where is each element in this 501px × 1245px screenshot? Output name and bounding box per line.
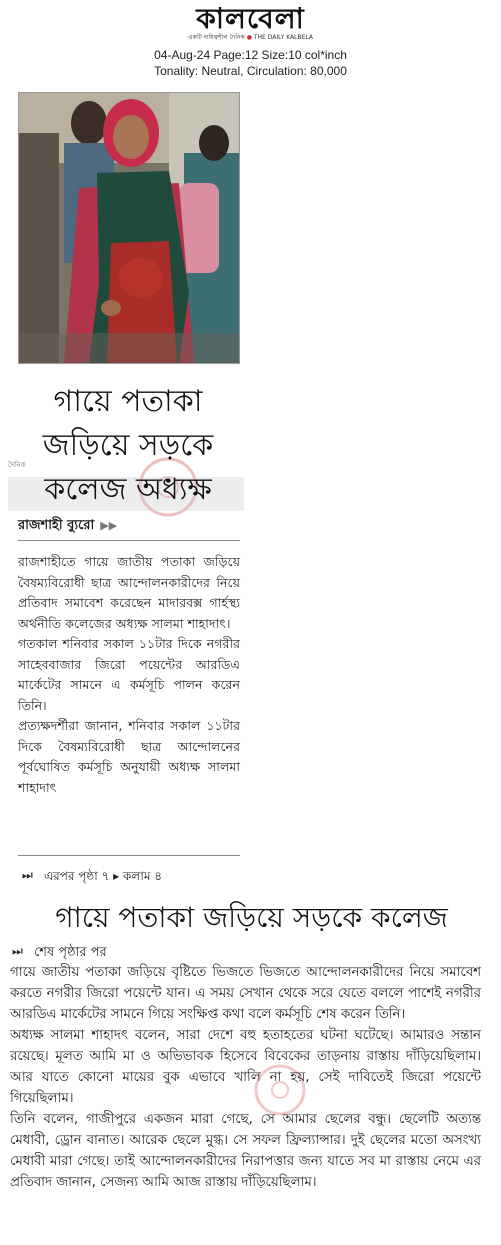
continued-on-label: ⏭ এরপর পৃষ্ঠা ৭ ▸ কলাম ৪ xyxy=(22,868,163,883)
continuation-headline: গায়ে পতাকা জড়িয়ে সড়কে কলেজ xyxy=(55,901,448,934)
article-paragraph: গতকাল শনিবার সকাল ১১টার দিকে নগরীর সাহেববাজার জিরো পয়েন্টের আরডিএ মার্কেটের সামনে এ কর্মসূচি পালন করেন তিনি। xyxy=(18,636,240,713)
column-end-rule xyxy=(18,855,240,856)
article-paragraph: রাজশাহীতে গায়ে জাতীয় পতাকা জড়িয়ে বৈষম্যবিরোধী ছাত্র আন্দোলনকারীদের নিয়ে প্রতিবাদ সমাবেশ করেছেন মাদারবক্স গার্হস্থ্য অর্থনীতি কলেজের অধ্যক্ষ সালমা শাহাদাৎ। xyxy=(18,554,240,631)
fast-forward-icon: ⏭ xyxy=(12,944,23,958)
watermark-small-label: দৈনিক xyxy=(8,461,26,469)
article-byline: রাজশাহী ব্যুরো ▶▶ xyxy=(18,518,118,533)
article-headline: গায়ে পতাকা জড়িয়ে সড়কে কলেজ অধ্যক্ষ xyxy=(42,384,214,507)
newspaper-logo: কালবেলা xyxy=(196,2,305,35)
clipping-meta-circulation: Tonality: Neutral, Circulation: 80,000 xyxy=(154,64,347,78)
continuation-paragraph: গায়ে জাতীয় পতাকা জড়িয়ে বৃষ্টিতে ভিজতে ভিজতে আন্দোলনকারীদের নিয়ে সমাবেশ করতে নগরীর জিরো পয়েন্টে যান। এ সময় সেখান থেকে সরে যেতে বললে পাশেই নগরীর আরডিএ মার্কেটের সামনে গিয়ে সংক্ষিপ্ত কথা বলে কর্মসূচি শেষ করেন তিনি। xyxy=(10,965,481,1022)
clipping-meta-size: 04-Aug-24 Page:12 Size:10 col*inch xyxy=(154,48,347,62)
masthead xyxy=(0,4,501,42)
article-paragraph: প্রত্যক্ষদর্শীরা জানান, শনিবার সকাল ১১টার দিকে বৈষম্যবিরোধী ছাত্র আন্দোলনের পূর্বঘোষিত কর্মসূচি অনুযায়ী অধ্যক্ষ সালমা শাহাদাৎ xyxy=(18,718,240,795)
fast-forward-icon: ⏭ xyxy=(22,868,33,882)
byline-rule xyxy=(18,540,240,541)
continuation-body xyxy=(10,962,481,1193)
newspaper-tagline: একটি দায়িত্বশীল দৈনিক ● THE DAILY KALBELA xyxy=(187,34,314,41)
continued-from-label: ⏭ শেষ পৃষ্ঠার পর xyxy=(12,944,107,960)
byline-arrow-icon: ▶▶ xyxy=(100,519,118,532)
article-body xyxy=(18,552,240,798)
article-photo xyxy=(18,92,240,364)
continuation-paragraph: তিনি বলেন, গাজীপুরে একজন মারা গেছে, সে আমার ছেলের বন্ধু। ছেলেটি অত্যন্ত মেধাবী, ড্রোন বানাত। আরেক ছেলে মুগ্ধ। সে সফল ফ্রিল্যান্সার। দুই ছেলের মতো অসংখ্য মেধাবী মারা গেছে। তাই আন্দোলনকারীদের নিরাপত্তার জন্য যাতে সব মা রাস্তায় নেমে এর প্রতিবাদ জানান, সেজন্য আমি আজ রাস্তায় দাঁড়িয়েছিলাম। xyxy=(10,1112,481,1190)
continuation-paragraph: অধ্যক্ষ সালমা শাহাদৎ বলেন, সারা দেশে বহু হতাহতের ঘটনা ঘটেছে। আমারও সন্তান রয়েছে। মূলত আমি মা ও অভিভাবক হিসেবে বিবেকের তাড়নায় রাস্তায় দাঁড়িয়েছিলাম। আর যাতে কোনো মায়ের বুক এভাবে খালি না হয়, সেই দাবিতেই জিরো পয়েন্টে গিয়েছিলাম। xyxy=(10,1028,481,1106)
